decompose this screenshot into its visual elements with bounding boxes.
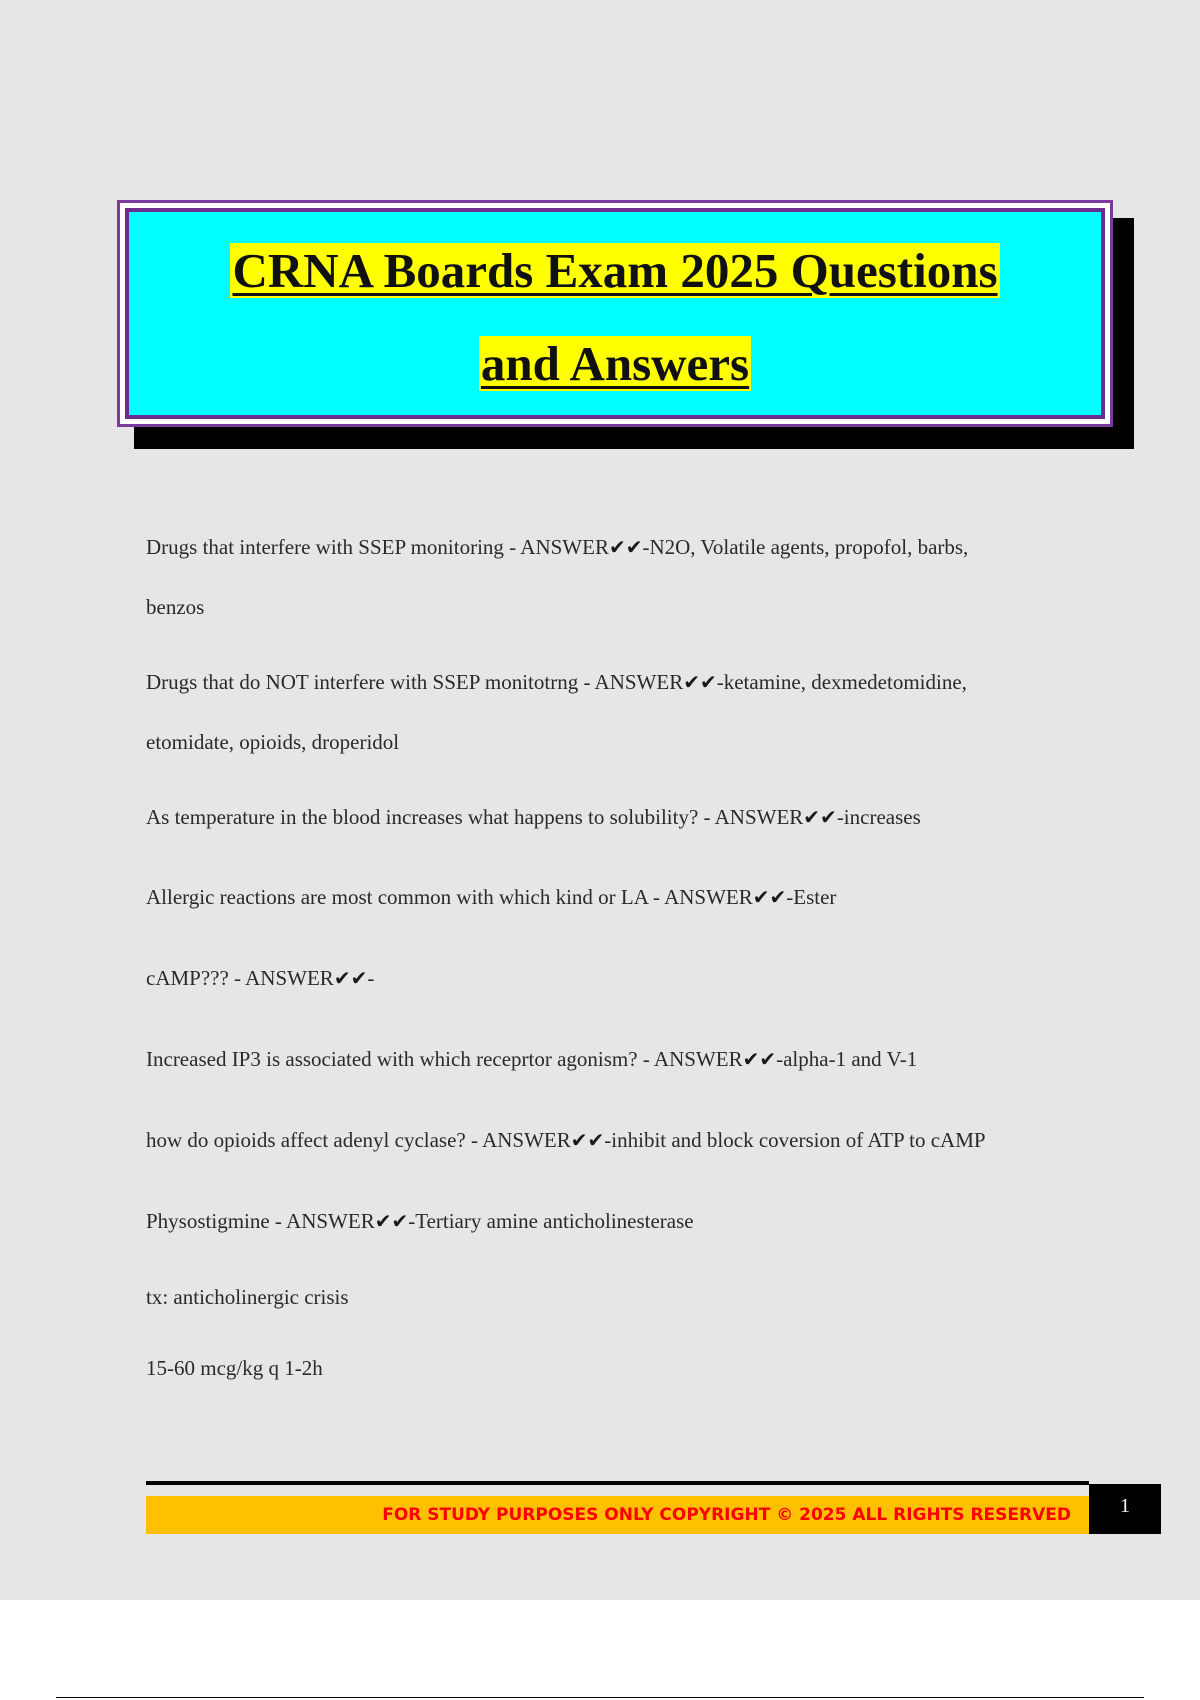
- qa-item: Allergic reactions are most common with which kind or LA - ANSWER✔✔-Ester: [146, 885, 837, 909]
- title-box: [117, 200, 1113, 427]
- footer-bar: [146, 1496, 1089, 1534]
- qa-item: Drugs that do NOT interfere with SSEP monitotrng - ANSWER✔✔-ketamine, dexmedetomidine,: [146, 670, 967, 694]
- title-line-2: and Answers: [480, 336, 750, 391]
- qa-item: cAMP??? - ANSWER✔✔-: [146, 966, 375, 990]
- checkmark-icon: ✔✔: [374, 1209, 409, 1233]
- checkmark-icon: ✔✔: [803, 805, 837, 829]
- page-number: 1: [1089, 1484, 1161, 1534]
- qa-item: Physostigmine - ANSWER✔✔-Tertiary amine anticholinesterase: [146, 1209, 694, 1233]
- checkmark-icon: ✔✔: [608, 535, 643, 559]
- next-page-edge: [56, 1697, 1144, 1698]
- qa-item: Drugs that interfere with SSEP monitoring - ANSWER✔✔-N2O, Volatile agents, propofol, barbs,: [146, 535, 969, 559]
- qa-item: how do opioids affect adenyl cyclase? - ANSWER✔✔-inhibit and block coversion of ATP to cAMP: [146, 1128, 986, 1152]
- document-title: [129, 224, 1101, 410]
- qa-continuation: benzos: [146, 595, 205, 619]
- footer-copyright-notice: FOR STUDY PURPOSES ONLY COPYRIGHT © 2025 ALL RIGHTS RESERVED: [382, 1505, 1071, 1525]
- qa-continuation: etomidate, opioids, droperidol: [146, 730, 400, 754]
- qa-item: Increased IP3 is associated with which receprtor agonism? - ANSWER✔✔-alpha-1 and V-1: [146, 1047, 918, 1071]
- checkmark-icon: ✔✔: [683, 670, 717, 694]
- checkmark-icon: ✔✔: [333, 966, 368, 990]
- checkmark-icon: ✔✔: [752, 885, 787, 909]
- footer-rule: [146, 1481, 1089, 1485]
- checkmark-icon: ✔✔: [570, 1128, 605, 1152]
- title-box-inner: [125, 208, 1105, 419]
- title-line-1: CRNA Boards Exam 2025 Questions: [232, 243, 998, 298]
- checkmark-icon: ✔✔: [742, 1047, 777, 1071]
- qa-item: As temperature in the blood increases what happens to solubility? - ANSWER✔✔-increases: [146, 805, 921, 829]
- qa-continuation: tx: anticholinergic crisis: [146, 1285, 349, 1309]
- qa-continuation: 15-60 mcg/kg q 1-2h: [146, 1356, 323, 1380]
